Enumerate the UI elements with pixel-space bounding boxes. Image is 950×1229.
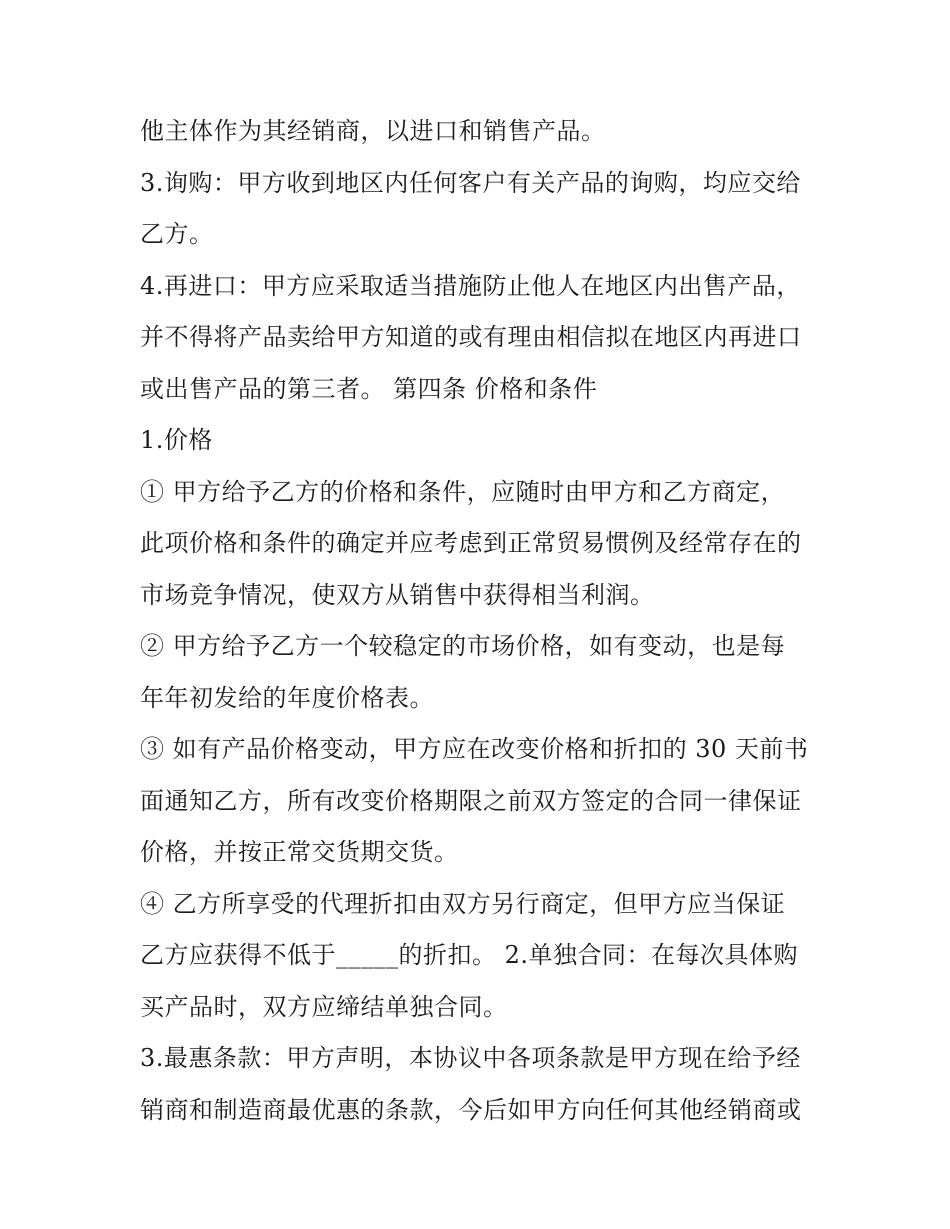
text-line: 销商和制造商最优惠的条款，今后如甲方向任何其他经销商或 <box>140 1095 802 1124</box>
text-line: 或出售产品的第三者。 第四条 价格和条件 <box>140 374 598 403</box>
text-line: 他主体作为其经销商，以进口和销售产品。 <box>140 117 606 145</box>
text-line: 乙方应获得不低于_____的折扣。 2.单独合同：在每次具体购 <box>140 941 799 969</box>
text-line: ① 甲方给予乙方的价格和条件，应随时由甲方和乙方商定， <box>140 477 786 506</box>
text-line: 年年初发给的年度价格表。 <box>140 683 434 712</box>
text-line: 市场竞争情况，使双方从销售中获得相当利润。 <box>140 580 655 609</box>
text-line: 3.最惠条款：甲方声明，本协议中各项条款是甲方现在给予经 <box>140 1044 801 1072</box>
text-line: ② 甲方给予乙方一个较稳定的市场价格，如有变动，也是每 <box>140 632 786 660</box>
text-line: 乙方。 <box>140 220 214 248</box>
text-line: ③ 如有产品价格变动，甲方应在改变价格和折扣的 30 天前书 <box>140 735 809 763</box>
text-line: 买产品时，双方应缔结单独合同。 <box>140 992 508 1021</box>
contract-text <box>140 106 830 1136</box>
text-line: 4.再进口：甲方应采取适当措施防止他人在地区内出售产品， <box>140 271 801 300</box>
text-line: 价格，并按正常交货期交货。 <box>140 838 459 866</box>
text-line: 面通知乙方，所有改变价格期限之前双方签定的合同一律保证 <box>140 786 802 815</box>
text-line: ④ 乙方所享受的代理折扣由双方另行商定，但甲方应当保证 <box>140 889 786 918</box>
text-line: 此项价格和条件的确定并应考虑到正常贸易惯例及经常存在的 <box>140 529 802 557</box>
text-line: 1.价格 <box>140 426 213 454</box>
text-line: 3.询购：甲方收到地区内任何客户有关产品的询购，均应交给 <box>140 168 801 197</box>
text-line: 并不得将产品卖给甲方知道的或有理由相信拟在地区内再进口 <box>140 323 802 351</box>
